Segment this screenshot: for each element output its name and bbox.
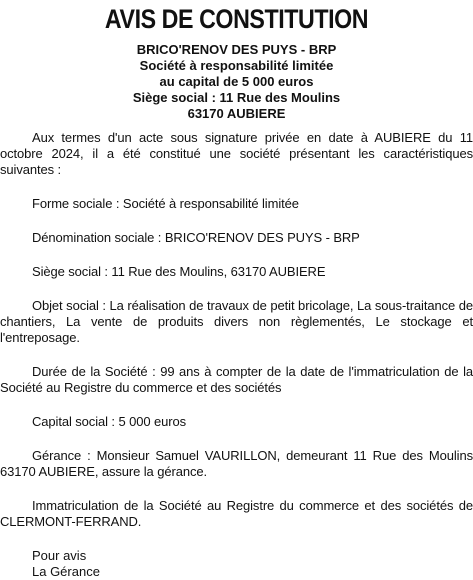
forme-sociale: Forme sociale : Société à responsabilité limitée	[32, 196, 299, 211]
company-name: BRICO'RENOV DES PUYS - BRP	[136, 42, 337, 57]
notice-body	[0, 130, 473, 580]
capital-social: Capital social : 5 000 euros	[32, 414, 187, 429]
closing-block	[0, 548, 473, 580]
closing-signature: La Gérance	[32, 564, 100, 579]
notice-title: AVIS DE CONSTITUTION	[104, 4, 369, 34]
company-city: 63170 AUBIERE	[187, 106, 286, 121]
closing-pour-avis: Pour avis	[32, 548, 87, 563]
company-capital: au capital de 5 000 euros	[159, 74, 314, 89]
intro-paragraph: Aux termes d'un acte sous signature privée en date à AUBIERE du 11 octobre 2024, il a été constitué une société présentant les caractéristiques suivantes :	[0, 130, 473, 177]
denomination-sociale: Dénomination sociale : BRICO'RENOV DES PUYS - BRP	[32, 230, 360, 245]
company-address: Siège social : 11 Rue des Moulins	[132, 90, 341, 105]
immatriculation: Immatriculation de la Société au Registre du commerce et des sociétés de CLERMONT-FERRAND.	[0, 498, 473, 529]
gerance: Gérance : Monsieur Samuel VAURILLON, demeurant 11 Rue des Moulins 63170 AUBIERE, assure la gérance.	[0, 448, 473, 479]
duree-societe: Durée de la Société : 99 ans à compter de la date de l'immatriculation de la Société au Registre du commerce et des sociétés	[0, 364, 473, 395]
company-form: Société à responsabilité limitée	[139, 58, 334, 73]
company-header	[0, 42, 473, 122]
objet-social: Objet social : La réalisation de travaux de petit bricolage, La sous-traitance de chantiers, La vente de produits divers non règlementés, Le stockage et l'entreposage.	[0, 298, 473, 345]
siege-social: Siège social : 11 Rue des Moulins, 63170 AUBIERE	[32, 264, 326, 279]
